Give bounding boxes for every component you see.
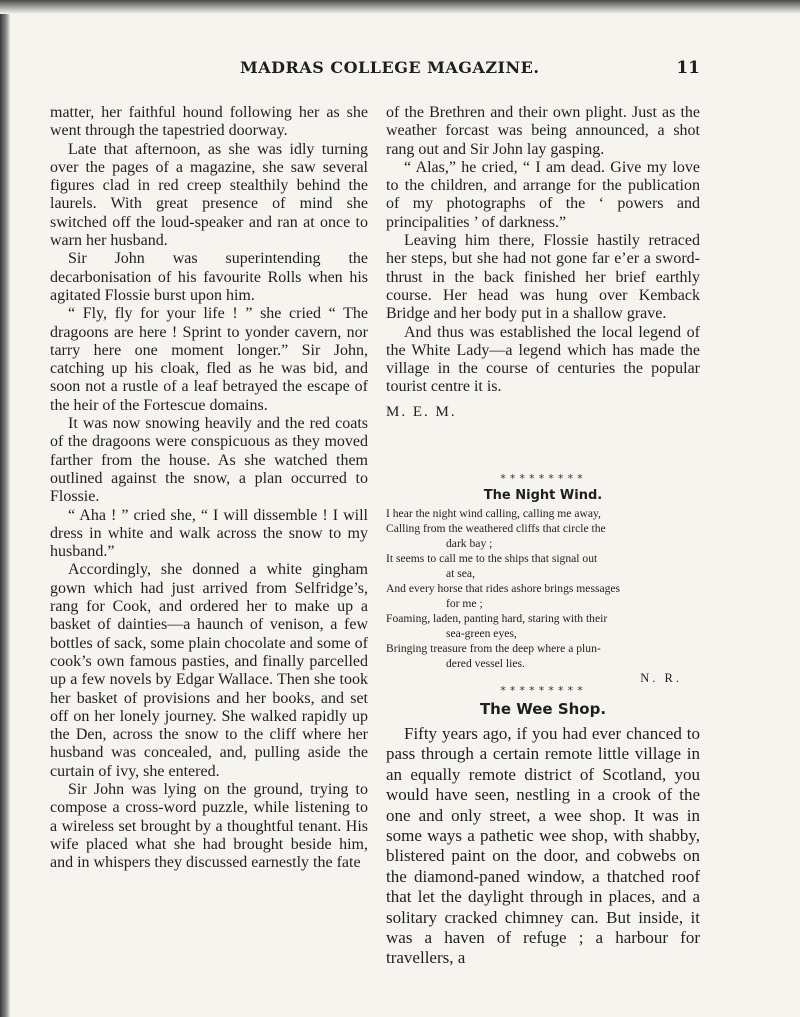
page-top-edge [0,0,800,14]
paragraph: Accordingly, she donned a white gingham gown which had just arrived from Selfridge’s, rang for Cook, and ordered her to make up a basket of dainties—a haunch of venison, a few bottles of sack, some plain chocolate and some of cook’s own famous pasties, and finally parcelled up a few novels by Edgar Wallace. Then she took her basket of provisions and her books, and set off on her lonely journey. She walked rapidly up the Den, across the snow to the cliff where her husband was concealed, and, pulling aside the curtain of ivy, she entered. [50,561,368,780]
poem-line: It seems to call me to the ships that signal out [386,552,598,565]
page-header [50,58,700,82]
page-number: 11 [676,58,700,78]
poem-line: I hear the night wind calling, calling me away, [386,507,601,520]
poem-body [386,506,700,671]
separator: ********* [499,684,587,697]
poem-line-cont: sea-green eyes, [446,627,517,640]
paragraph: Leaving him there, Flossie hastily retraced her steps, but she had not gone far e’er a sword-thrust in the back finished her brief earthly course. Her head was hung over Kemback Bridge and her body put in a shallow grave. [386,232,700,323]
story-signature: M. E. M. [386,403,457,420]
poem-line: Bringing treasure from the deep where a plun- [386,642,601,655]
paragraph: Fifty years ago, if you had ever chanced to pass through a certain remote little village in an equally remote district of Scotland, you would have seen, nestling in a crook of the one and only street, a wee shop. It was in some ways a pathetic wee shop, with shabby, blistered paint on the door, and cobwebs on the diamond-paned window, a thatched roof that let the daylight through in places, and a solitary cracked chimney can. But inside, it was a haven of refuge ; a harbour for travellers, a [386,724,700,968]
paragraph: And thus was established the local legend of the White Lady—a legend which has made the village in the course of centuries the popular tourist centre it is. [386,323,700,396]
poem-signature: N. R. [640,671,682,685]
poem-line-cont: dark bay ; [446,537,493,550]
poem-title: The Night Wind. [483,488,603,503]
paragraph: Sir John was lying on the ground, trying to compose a cross-word puzzle, while listening to a wireless set brought by a thoughtful tenant. His wife placed what she had brought beside him, and in whispers they discussed earnestly the fate [50,780,368,872]
separator: ********* [499,472,587,485]
wee-shop-section [386,684,700,969]
left-column [50,104,368,872]
paragraph: Late that afternoon, as she was idly turning over the pages of a magazine, she saw several figures clad in red creep stealthily behind the laurels. With great presence of mind she switched off the loud-speaker and ran at once to warn her husband. [50,140,368,250]
paragraph: of the Brethren and their own plight. Just as the weather forcast was being announced, a shot rang out and Sir John lay gasping. [386,104,700,158]
poem-line: And every horse that rides ashore brings messages [386,582,621,595]
poem-line-cont: for me ; [446,597,483,610]
page-left-edge [0,0,10,1017]
poem-line-cont: dered vessel lies. [446,657,525,670]
poem-line: Calling from the weathered cliffs that circle the [386,522,606,535]
wee-shop-title: The Wee Shop. [479,700,607,718]
paragraph: “ Alas,” he cried, “ I am dead. Give my love to the children, and arrange for the publication of my photographs of the ‘ powers and principalities ’ of darkness.” [386,158,700,231]
paragraph: matter, her faithful hound following her as she went through the tapestried doorway. [50,104,368,140]
poem-line-cont: at sea, [446,567,475,580]
paragraph: It was now snowing heavily and the red coats of the dragoons were conspicuous as they moved farther from the house. As she watched them outlined against the snow, a plan occurred to Flossie. [50,415,368,506]
poem-line: Foaming, laden, panting hard, staring with their [386,612,608,625]
magazine-title: MADRAS COLLEGE MAGAZINE. [240,58,540,77]
paragraph: “ Fly, fly for your life ! ” she cried “ The dragoons are here ! Sprint to yonder cavern, nor tarry here one moment longer.” Sir John, catching up his cloak, fled as he was bid, and soon not a rustle of a leaf betrayed the escape of the heir of the Fortescue domains. [50,305,368,414]
poem-section [386,472,700,686]
paragraph: Sir John was superintending the decarbonisation of his favourite Rolls when his agitated Flossie burst upon him. [50,250,368,304]
paragraph: “ Aha ! ” cried she, “ I will dissemble ! I will dress in white and walk across the snow to my husband.” [50,506,368,561]
right-column [386,104,700,421]
